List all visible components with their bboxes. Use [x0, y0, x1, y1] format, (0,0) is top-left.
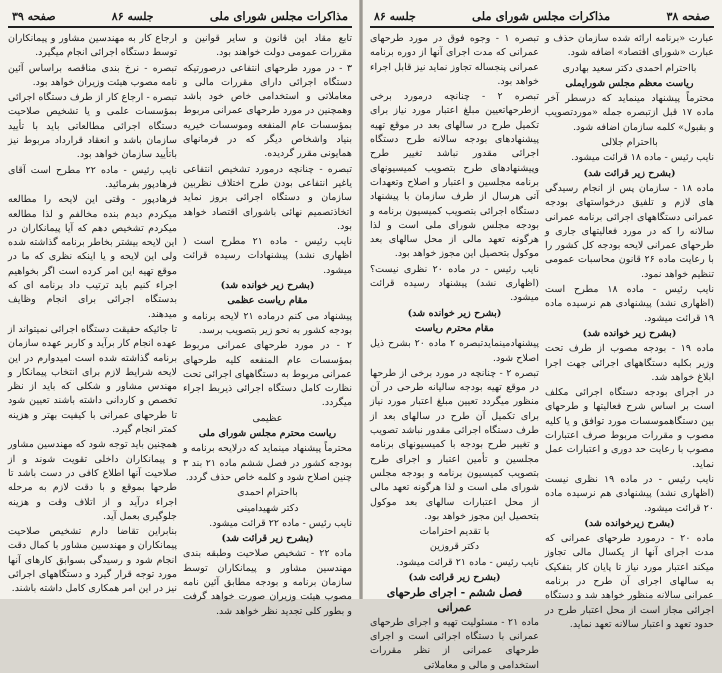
paragraph: تبصره ۱ - وجوه فوق در مورد طرحهای عمرانی که مدت اجرای آنها از دوره برنامه عمرانی پنجساله تجاوز نماید نیز قابل اجراء خواهد بود. [370, 33, 539, 87]
paragraph: محترماً پیشنهاد مینماید که درلایحه برنامه و بودجه کشور در فصل ششم ماده ۲۱ بند ۳ چنین اصلاح شود و کلمه خاص حذف گردد. [183, 443, 353, 483]
signature-line: دکتر شهیدامینی [236, 502, 299, 514]
centered-note: مقام محترم ریاست [415, 322, 494, 334]
section-heading: فصل ششم - اجرای طرحهای عمرانی [386, 586, 523, 614]
paragraph: تبصره - چنانچه درمورد تشخیص انتفاعی یاغیر انتفاعی بودن طرح اختلاف نظربین سازمان و دستگاه اجرائی بروز نماید اتخاذتصمیم نهائی باشورای اقتصاد خواهد بود. [183, 163, 352, 232]
paragraph: عبارت «برنامه ارائه شده سازمان حذف و عبارت «شورای اقتصاد» اضافه شود. [545, 33, 714, 59]
paragraph: نایب رئیس - ماده ۱۸ قرائت میشود. [571, 152, 714, 164]
centered-note: (بشرح زیر خوانده شد) [407, 307, 502, 319]
centered-note: (بشرح زیر خوانده شد) [582, 327, 677, 339]
paragraph: در اجرای بودجه دستگاه اجرائی مکلف است بر اساس شرح فعالیتها و طرحهای بین دستگاهموسسات مورد توافق و یا کلیه مصوب و مقررات مربوط صرف اعتبارات مصوب با رعایت حد دوری و اعتبارات عمل نماید. [545, 387, 714, 470]
paragraph: نایب رئیس - در ماده ۱۹ نظری نیست (اظهاری نشد) پیشنهادی هم نرسیده ماده ۲۰ قرائت میشود. [545, 473, 714, 514]
left-page-column-left [8, 32, 177, 597]
paragraph: تا جائیکه حقیقت دستگاه اجرائی نمیتواند از عهده انجام کار برآید و کاربر عهده سازمان برنامه گذاشته شده است امیدوارم در این لایحه شرایط لازم برای انتخاب پیمانکار و مهندس مشاور و شکلی که باید از نظر تخصص و کاردانی داشته باشند تعیین شود تا طرحهای عمرانی با کیفیت بهتر و هزینه کمتر انجام گیرد. [7, 323, 177, 436]
centered-note: (بشرح زیرخوانده شد) [584, 517, 675, 529]
paragraph: ماده ۲۰ - درمورد طرحهای عمرانی که مدت اجرای آنها از یکسال مالی تجاوز میکند اعتبار مورد نیاز تا پایان کار بتفکیک به سالهای اجرای آن طرح در برنامه عمرانی سالانه منظور خواهد شد و دستگاه اجرائی مجاز است از محل اعتبار طرح در حدود تعهد و اعتبار سالانه تعهد نماید. [545, 533, 714, 630]
paragraph: نایب رئیس - در ماده ۲۰ نظری نیست؟ (اظهاری نشد) پیشنهاد رسیده قرائت میشود. [370, 263, 539, 304]
left-page-header [8, 6, 352, 28]
paragraph: ۳ - در مورد طرحهای انتفاعی درصورتیکه دستگاه اجرائی دارای مقررات مالی و معاملاتی و استخدامی خاص خود باشد وهمچنین در مورد طرحهای عمرانی مربوط بمؤسسات عام المنفعه وموسسات خیریه بنیاد واشخاص دیگر که در فرمانهای همایونی مقرر گردیده. [183, 62, 352, 160]
signature-line: بااحترام احمدی [237, 487, 298, 499]
centered-note: مقام ریاست عظمی [227, 295, 308, 307]
paragraph: تبصره ۲ - چنانچه درمورد برخی ازطرحهاتعیین مبلغ اعتبار مورد نیاز برای تکمیل طرح در سالهای بعد در موقع تهیه پیشنهادهای بودجه سالانه طرح دستگاه اجرائی مقدور نباشد تغییر طرح وپیشنهادهای طرح بتصویب کمیسیونهای برنامه مجلسین و اعتبار و اصلاح وتعهدات آتی هرسال از طرف سازمان با پیشنهاد دستگاه اجرائی بتصویب کمیسیون برنامه و بودجه مجلس شورای ملی است و لذا هرگونه تعهد مالی از محل سالهای بعد موکول بتحصیل این مجوز خواهد بود. [370, 91, 539, 260]
paragraph: ماده ۲۲ - تشخیص صلاحیت وطبقه بندی مهندسین مشاور و پیمانکاران توسط سازمان برنامه و بودجه مطابق آئین نامه مصوب هیئت وزیران صورت خواهد گرفت و بطور کلی تجدید نظر خواهد شد. [183, 548, 352, 617]
paragraph: فرهادپور - وقتی این لایحه را مطالعه میکردم دیدم بنده مخالفم و لذا مطالعه میکردم تشخیص دهم که آیا پیمانکاران در این لایحه بیشتر بخاطر برنامه گذاشته شده ولی این لایحه و یا اینکه نظری که ما در موقع تهیه این امر کرده است اگر بخواهیم اجراء کنیم باید ترتیب داد برنامه ای که بدستگاه اجرائی برای انجام وظایف میدهند. [8, 194, 177, 320]
right-page [362, 0, 722, 671]
right-page-session: جلسه ۸۶ [374, 9, 416, 23]
paragraph: نایب رئیس - ماده ۲۲ مطرح است آقای فرهادپور بفرمائید. [8, 164, 177, 190]
paragraph: ۲ - در مورد طرحهای عمرانی مربوط بمؤسسات عام المنفعه کلیه طرحهای عمرانی مربوط به دستگاههای اجرائی تحت نظارت کامل دستگاه اجرائی ذیربط اجراء میگردد. [183, 340, 352, 409]
paragraph: نایب رئیس - ماده ۲۱ قرائت میشود. [396, 556, 539, 568]
left-page-number: صفحه ۳۹ [12, 9, 56, 23]
right-page-number: صفحه ۳۸ [666, 9, 710, 23]
left-page-title: مذاکرات مجلس شورای ملی [209, 9, 348, 23]
paragraph: نایب رئیس - ماده ۲۱ مطرح است ( اظهاری نشد) پیشنهادات رسیده قرائت میشود. [183, 236, 352, 276]
left-page-column-right [183, 32, 353, 617]
paragraph: پیشنهادمینمایدتبصره ۲ ماده ۲۰ بشرح ذیل اصلاح شود. [370, 338, 539, 364]
paragraph: نایب رئیس - ماده ۲۲ قرائت میشود. [209, 517, 352, 529]
paragraph: ماده ۲۱ - مسئولیت تهیه و اجرای طرحهای عمرانی با دستگاه اجرائی است و اجرای طرحهای عمرانی از نظر مقررات استخدامی و مالی و معاملاتی [370, 616, 539, 671]
signature-line: عظیمی [252, 412, 283, 424]
paragraph: تبصره - ارجاع کار از طرف دستگاه اجرائی بمؤسسات علمی و یا تشخیص صلاحیت دستگاه اجرائی مطالعاتی باید با تأیید سازمان باشد و انعقاد قرارداد مربوط نیز باتأیید سازمان خواهد بود. [8, 92, 177, 161]
paragraph: ماده ۱۸ - سازمان پس از انجام رسیدگی های لازم و تلفیق درخواستهای بودجه عمرانی دستگاههای اجرائی برنامه عمرانی سالانه را که در مورد فعالیتهای جاری و طرحهای عمرانی لایحه بودجه کل کشور را با رعایت ماده ۲۶ قانون محاسبات عمومی تنظیم خواهد نمود. [545, 182, 715, 280]
paragraph: پیشنهاد می کنم درماده ۲۱ لایحه برنامه و بودجه کشور به نحو زیر بتصویب برسد. [183, 310, 352, 336]
signature-line: با تقدیم احترامات [419, 526, 490, 538]
signature-line: بااحترام جلالی [601, 137, 658, 149]
centered-note: (بشرح زیر قرائت شد) [221, 533, 314, 545]
paragraph: نایب رئیس - ماده ۱۸ مطرح است (اظهاری نشد) پیشنهادی هم نرسیده ماده ۱۹ قرائت میشود. [545, 284, 714, 324]
centered-note: (بشرح زیر قرائت شد) [408, 571, 501, 583]
centered-note: (بشرح زیر خوانده شد) [220, 280, 315, 292]
paragraph: همچنین باید توجه شود که مهندسین مشاور و پیمانکاران داخلی تقویت شوند و از صلاحیت آنها اطلاع کافی در دست باشد تا طرحها بموقع و با دقت لازم به مرحله اجراء درآید و از اتلاف وقت و هزینه جلوگیری بعمل آید. [8, 439, 177, 522]
paragraph: بنابراین تقاضا دارم تشخیص صلاحیت پیمانکاران و مهندسین مشاور با کمال دقت انجام شود و رسیدگی بسوابق کارهای آنها مورد توجه قرار گیرد و دستگاههای اجرائی نیز در این امر همکاری کامل داشته باشند. [8, 526, 177, 595]
paragraph: محترماً پیشنهاد مینماید که درسطر آخر ماده ۱۷ قبل ازتبصره جمله «موردتصویب و بقبول» کلمه سازمان اضافه شود. [545, 93, 714, 133]
paragraph: تبصره ۲ - چنانچه در مورد برخی از طرحها در موقع تهیه بودجه سالیانه طرحی در آن منظور میگردد تعیین مبلغ اعتبار مورد نیاز برای تکمیل آن طرح در سالهای بعد از طرف دستگاه اجرائی مقدور نباشد تصویب و تغییر طرح بودجه با کمیسیونهای برنامه مجلسین و تأمین اعتبار و اجرای طرح بتصویب کمیسیون برنامه و بودجه مجلس شورای ملی است و لذا هرگونه تعهد مالی از محل اعتبارات سالهای بعد موکول بتحصیل این مجوز خواهد بود. [370, 367, 539, 522]
centered-note: (بشرح زیر قرائت شد) [583, 167, 676, 179]
paragraph: تابع مقاد این قانون و سایر قوانین و مقررات عمومی دولت خواهند بود. [183, 33, 352, 59]
right-page-columns [370, 32, 715, 671]
left-page-columns [7, 32, 353, 617]
centered-note: ریاست محترم مجلس شورای ملی [198, 428, 337, 440]
right-page-column-right [545, 32, 715, 630]
right-page-column-left [370, 32, 539, 671]
right-page-title: مذاکرات مجلس شورای ملی [472, 9, 611, 23]
signature-line: بااحترام احمدی دکتر سعید بهادری [562, 62, 697, 74]
signature-line: دکتر قروزین [429, 541, 480, 553]
paragraph: ارجاع کار به مهندسین مشاور و پیمانکاران توسط دستگاه اجرائی انجام میگیرد. [8, 33, 177, 59]
left-page-session: جلسه ۸۶ [111, 9, 154, 23]
right-page-header [370, 6, 714, 28]
left-page [0, 0, 360, 617]
paragraph: ماده ۱۹ - بودجه مصوب از طرف تحت وزیر بکلیه دستگاههای اجرائی جهت اجرا ابلاغ خواهد شد. [545, 343, 714, 383]
paragraph: تبصره - نرخ بندی مناقصه براساس آئین نامه مصوب هیئت وزیران خواهد بود. [8, 62, 177, 88]
centered-note: ریاست معظم مجلس شورایملی [565, 77, 694, 89]
